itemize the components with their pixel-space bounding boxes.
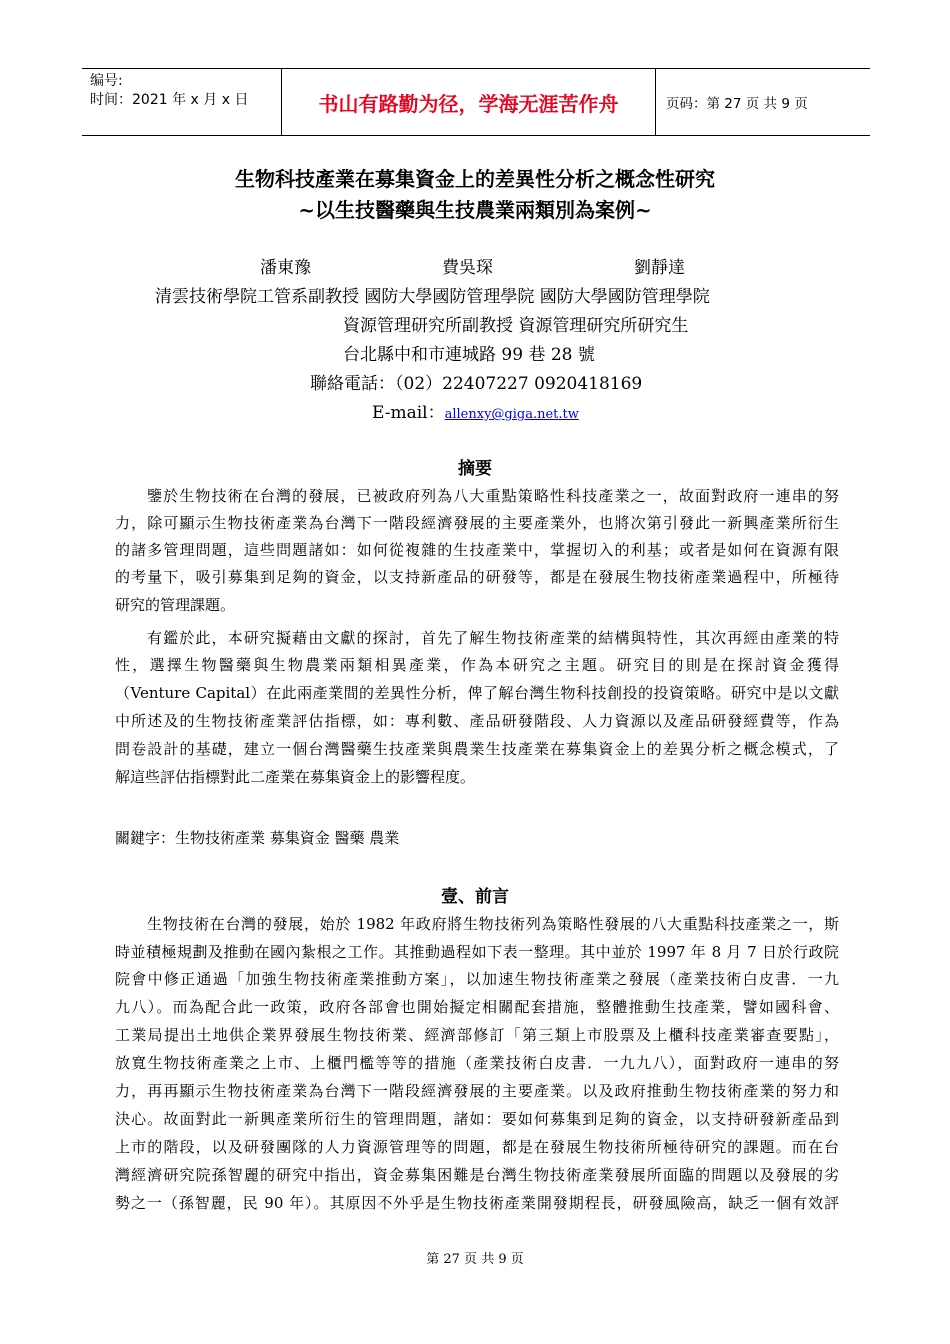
email-label: E-mail： xyxy=(372,403,445,423)
header-meta xyxy=(82,69,282,135)
author-name-3: 劉靜達 xyxy=(634,258,685,278)
section1-line: 九八）。而為配合此一政策，政府各部會也開始擬定相關配套措施，整體推動生技產業，譬如國科會、 xyxy=(115,998,839,1016)
section1-line: 時並積極規劃及推動在國內紮根之工作。其推動過程如下表一整理。其中並於 1997 年 8 月 7 日於行政院 xyxy=(115,943,839,961)
author-email xyxy=(372,398,579,423)
abstract-p1-line: 的考量下，吸引募集到足夠的資金，以支持新產品的研發等，都是在發展生物技術產業過程中，所極待 xyxy=(115,568,839,586)
abstract-p1-line: 的諸多管理問題，這些問題諸如：如何從複雜的生技產業中，掌握切入的利基；或者是如何在資源有限 xyxy=(115,541,839,559)
header-time-label: 时间：2021 年 x 月 x 日 xyxy=(90,92,249,108)
section1-line: 力，再再顯示生物技術產業為台灣下一階段經濟發展的主要產業。以及政府推動生物技術產業的努力和 xyxy=(115,1082,839,1100)
section1-line: 上市的階段，以及研發團隊的人力資源管理等的問題，都是在發展生物技術所極待研究的課題。而在台 xyxy=(115,1138,839,1156)
abstract-p1-line: 研究的管理課題。 xyxy=(115,596,236,614)
section1-line: 決心。故面對此一新興產業所衍生的管理問題，諸如：要如何募集到足夠的資金，以支持研發新產品到 xyxy=(115,1110,839,1128)
abstract-heading: 摘要 xyxy=(458,459,492,479)
email-link[interactable]: allenxy@giga.net.tw xyxy=(444,407,579,422)
page-footer: 第 27 页 共 9 页 xyxy=(426,1252,524,1267)
abstract-p2-line: 解這些評估指標對此二產業在募集資金上的影響程度。 xyxy=(115,768,476,786)
keywords: 關鍵字：生物技術產業 募集資金 醫藥 農業 xyxy=(115,829,400,847)
section1-line: 灣經濟研究院孫智麗的研究中指出，資金募集困難是台灣生物技術產業發展所面臨的問題以及發展的劣 xyxy=(115,1166,839,1184)
abstract-p2-line: 問卷設計的基礎，建立一個台灣醫藥生技產業與農業生技產業在募集資金上的差異分析之概念模式，了 xyxy=(115,740,839,758)
author-address: 台北縣中和市連城路 99 巷 28 號 xyxy=(343,345,595,365)
section1-line: 生物技術在台灣的發展，始於 1982 年政府將生物技術列為策略性發展的八大重點科技產業之一，斯 xyxy=(147,915,839,933)
abstract-p2-line: 性，選擇生物醫藥與生物農業兩類相異產業，作為本研究之主題。研究目的則是在探討資金獲得 xyxy=(115,656,839,674)
affiliation-line2: 資源管理研究所副教授 資源管理研究所研究生 xyxy=(343,316,689,336)
author-name-1: 潘東豫 xyxy=(260,258,311,278)
header-number-label: 编号: xyxy=(90,73,123,89)
paper-title-line2: ~以生技醫藥與生技農業兩類別為案例~ xyxy=(298,198,652,222)
section1-line: 工業局提出土地供企業界發展生物技術業、經濟部修訂「第三類上市股票及上櫃科技產業審查要點」， xyxy=(115,1026,839,1044)
abstract-p2-line: 有鑑於此，本研究擬藉由文獻的探討，首先了解生物技術產業的結構與特性，其次再經由產業的特 xyxy=(147,629,839,647)
header-motto: 书山有路勤为径，学海无涯苦作舟 xyxy=(282,69,656,135)
abstract-p1-line: 力，除可顯示生物技術產業為台灣下一階段經濟發展的主要產業外，也將次第引發此一新興產業所衍生 xyxy=(115,514,839,532)
document-header xyxy=(82,68,870,136)
section1-line: 勢之一（孫智麗，民 90 年）。其原因不外乎是生物技術產業開發期程長，研發風險高，缺乏一個有效評 xyxy=(115,1194,839,1212)
abstract-p2-line: （Venture Capital）在此兩產業間的差異性分析，俾了解台灣生物科技創投的投資策略。研究中是以文獻 xyxy=(115,684,839,702)
author-name-2: 費吳琛 xyxy=(442,258,493,278)
paper-title-line1: 生物科技產業在募集資金上的差異性分析之概念性研究 xyxy=(235,167,715,191)
section1-line: 放寬生物技術產業之上市、上櫃門檻等等的措施（產業技術白皮書．一九九八），面對政府一連串的努 xyxy=(115,1054,839,1072)
affiliation-line1: 清雲技術學院工管系副教授 國防大學國防管理學院 國防大學國防管理學院 xyxy=(155,287,710,307)
section1-heading: 壹、前言 xyxy=(441,887,509,907)
abstract-p2-line: 中所述及的生物技術產業評估指標，如：專利數、產品研發階段、人力資源以及產品研發經費等，作為 xyxy=(115,712,839,730)
abstract-p1-line: 鑒於生物技術在台灣的發展，已被政府列為八大重點策略性科技產業之一，故面對政府一連串的努 xyxy=(147,487,839,505)
author-phone: 聯絡電話：（02）22407227 0920418169 xyxy=(310,374,643,394)
section1-line: 院會中修正通過「加強生物技術產業推動方案」，以加速生物技術產業之發展（產業技術白皮書．一九 xyxy=(115,970,839,988)
header-page-info: 页码：第 27 页 共 9 页 xyxy=(666,96,808,112)
